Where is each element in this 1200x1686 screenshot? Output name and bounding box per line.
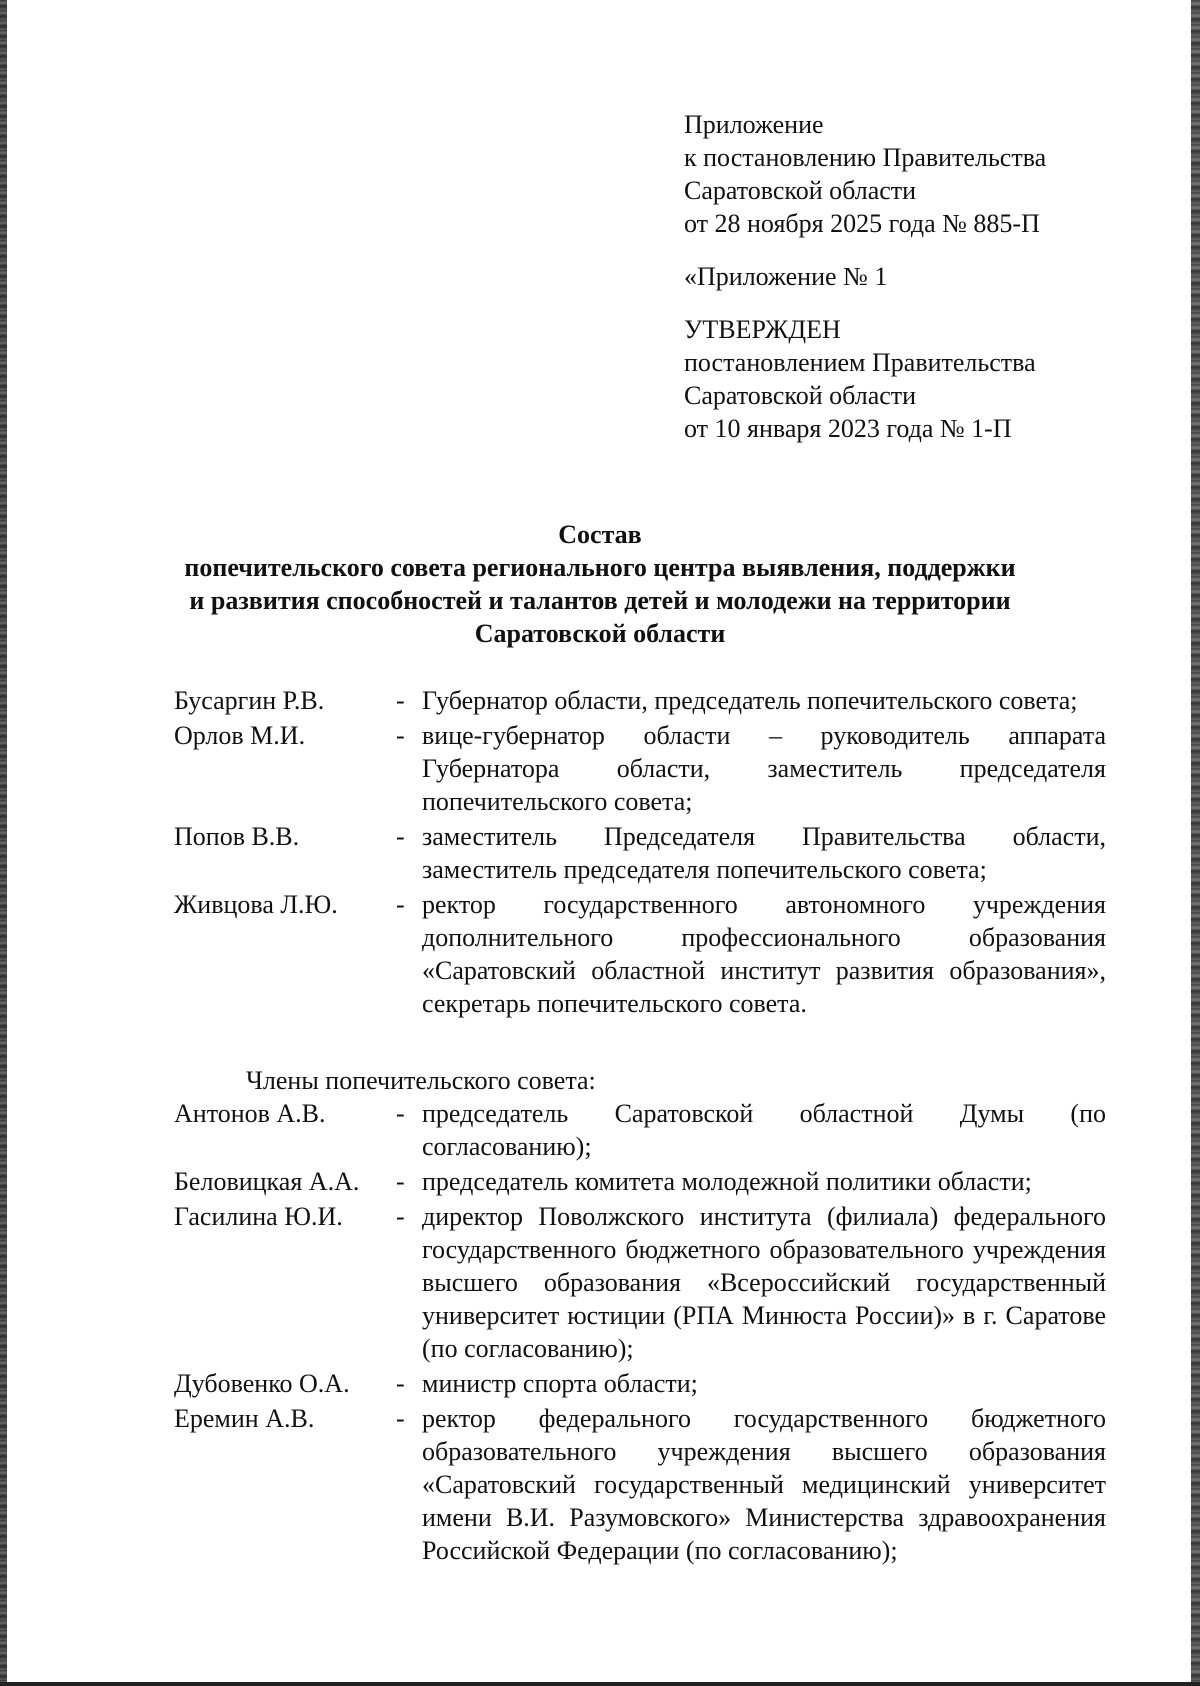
separator-dash: - (396, 721, 405, 750)
annex-line: Саратовской области (684, 176, 917, 205)
person-position: вице-губернатор области – руководитель аппарата Губернатора области, заместитель председателя попечительского совета; (422, 721, 1106, 816)
person-name: Дубовенко О.А. (174, 1369, 350, 1398)
separator-dash: - (396, 890, 405, 919)
person-name: Антонов А.В. (174, 1099, 326, 1128)
person-position: ректор федерального государственного бюджетного образовательного учреждения высшего образования «Саратовский государственный медицинский университет имени В.И. Разумовского» Министерства здравоохранения Российской Федерации (по согласованию); (422, 1404, 1106, 1565)
title-line: Состав (558, 520, 642, 549)
title-line: Саратовской области (474, 619, 726, 648)
person-position: ректор государственного автономного учреждения дополнительного профессионального образования «Саратовский областной институт развития образования», секретарь попечительского совета. (422, 890, 1106, 1018)
approved-line: постановлением Правительства (684, 348, 1036, 377)
annex-line: к постановлению Правительства (684, 143, 1047, 172)
list-item (174, 719, 1106, 818)
list-item (174, 820, 1106, 886)
person-name: Живцова Л.Ю. (174, 890, 338, 919)
list-item (174, 1402, 1106, 1567)
separator-dash: - (396, 686, 405, 715)
annex-number: «Приложение № 1 (684, 262, 888, 291)
approved-line: Саратовской области (684, 381, 917, 410)
separator-dash: - (396, 1369, 405, 1398)
person-name: Попов В.В. (174, 822, 300, 851)
scan-edge-bottom (0, 1682, 1200, 1686)
council-list (174, 684, 1106, 1569)
annex-line: от 28 ноября 2025 года № 885-П (684, 209, 1040, 238)
title-line: попечительского совета регионального центра выявления, поддержки (184, 553, 1016, 582)
list-item (174, 684, 1106, 717)
list-item (174, 1165, 1106, 1198)
separator-dash: - (396, 822, 405, 851)
title-line: и развития способностей и талантов детей и молодежи на территории (189, 586, 1011, 615)
person-position: директор Поволжского института (филиала) федерального государственного бюджетного образовательного учреждения высшего образования «Всероссийский государственный университет юстиции (РПА Минюста России)» в г. Саратове (по согласованию); (422, 1202, 1106, 1363)
separator-dash: - (396, 1167, 405, 1196)
scan-edge-left (0, 0, 7, 1686)
scan-edge-right (1191, 0, 1200, 1686)
list-item (174, 1097, 1106, 1163)
annex-block-3 (684, 313, 1164, 445)
person-name: Еремин А.В. (174, 1404, 315, 1433)
list-item (174, 1367, 1106, 1400)
person-name: Бусаргин Р.В. (174, 686, 325, 715)
person-position: Губернатор области, председатель попечительского совета; (422, 686, 1078, 715)
person-name: Беловицкая А.А. (174, 1167, 360, 1196)
list-item (174, 1200, 1106, 1365)
approved-line: УТВЕРЖДЕН (684, 315, 841, 344)
members-heading: Члены попечительского совета: (246, 1066, 596, 1095)
person-name: Орлов М.И. (174, 721, 306, 750)
list-item (174, 888, 1106, 1020)
annex-header (684, 108, 1164, 465)
approved-line: от 10 января 2023 года № 1-П (684, 414, 1012, 443)
person-position: заместитель Председателя Правительства области, заместитель председателя попечительского совета; (422, 822, 1106, 884)
separator-dash: - (396, 1202, 405, 1231)
annex-block-2 (684, 260, 1164, 293)
separator-dash: - (396, 1099, 405, 1128)
person-position: министр спорта области; (422, 1369, 698, 1398)
person-position: председатель комитета молодежной политики области; (422, 1167, 1032, 1196)
annex-block-1 (684, 108, 1164, 240)
person-position: председатель Саратовской областной Думы (по согласованию); (422, 1099, 1106, 1161)
document-title (150, 518, 1050, 650)
annex-line: Приложение (684, 110, 824, 139)
person-name: Гасилина Ю.И. (174, 1202, 343, 1231)
separator-dash: - (396, 1404, 405, 1433)
